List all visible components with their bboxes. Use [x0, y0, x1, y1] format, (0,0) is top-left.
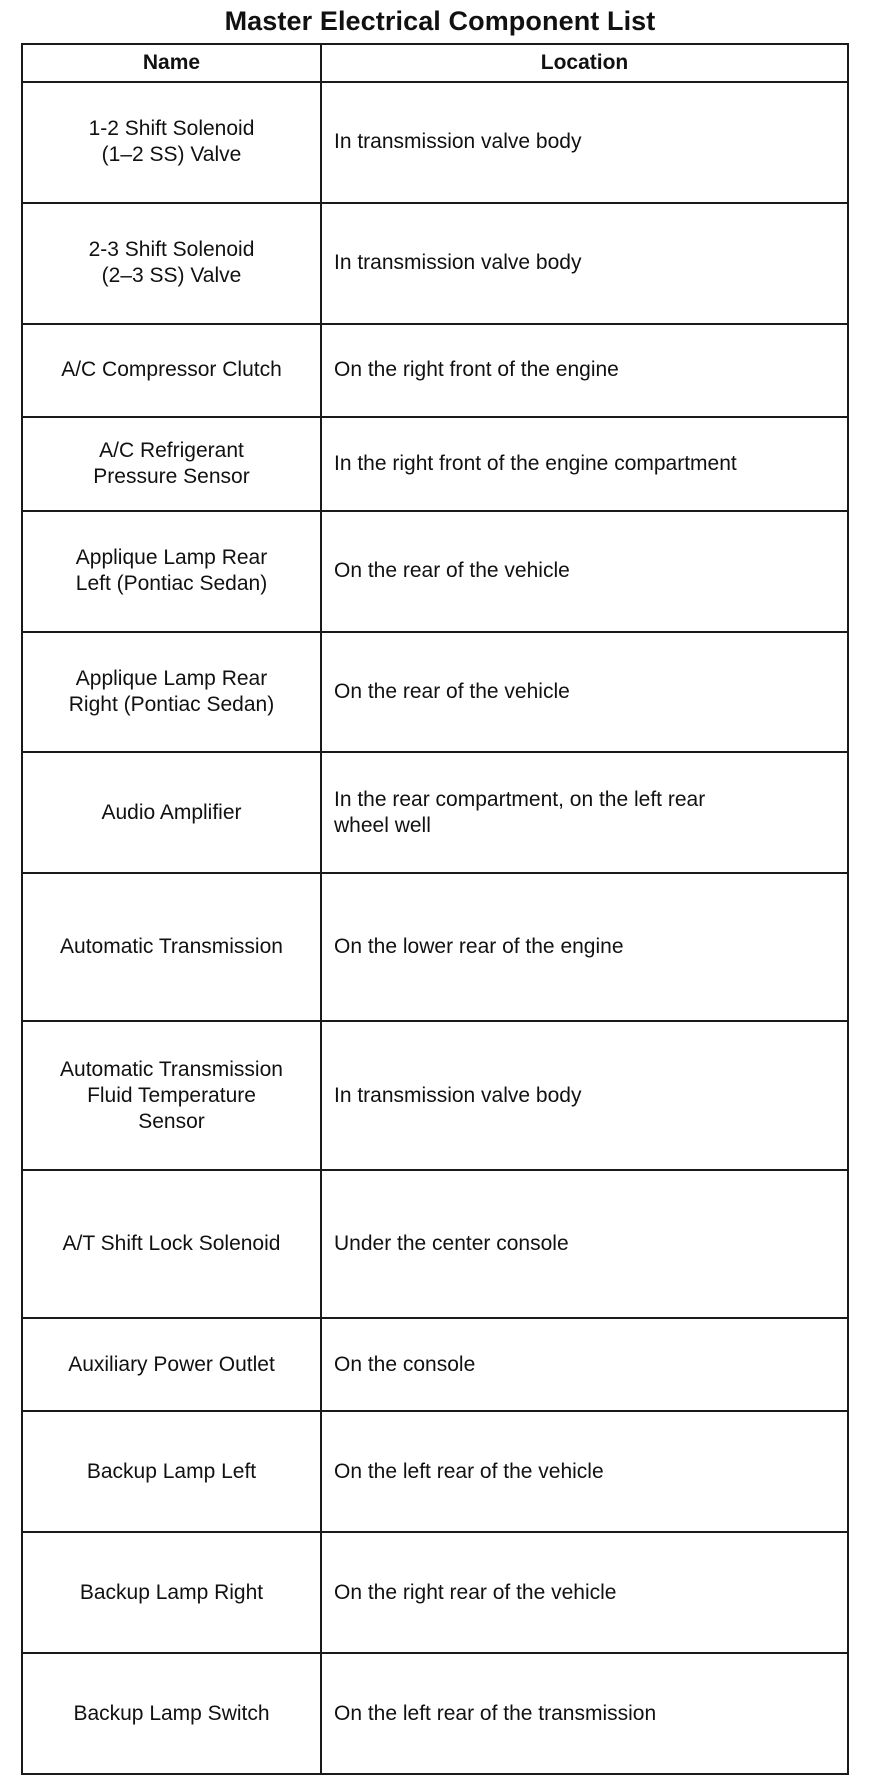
component-location-line: On the console — [334, 1352, 476, 1376]
component-location-line: On the rear of the vehicle — [334, 679, 570, 703]
component-name-line: 1-2 Shift Solenoid — [88, 117, 255, 141]
component-name-line: A/C Refrigerant — [99, 438, 244, 462]
component-name-line: Right (Pontiac Sedan) — [68, 692, 275, 716]
component-location-cell — [321, 203, 848, 324]
component-name-line: A/T Shift Lock Solenoid — [62, 1231, 281, 1255]
location-column-header: Location — [321, 44, 848, 82]
table-row — [22, 511, 848, 632]
component-location-cell — [321, 1411, 848, 1532]
component-location-cell — [321, 1318, 848, 1411]
component-name-cell — [22, 1170, 321, 1318]
page-title: Master Electrical Component List — [224, 6, 656, 36]
table-row — [22, 632, 848, 753]
header-row — [22, 44, 848, 82]
component-name-cell — [22, 632, 321, 753]
table-row — [22, 324, 848, 417]
component-location-cell — [321, 873, 848, 1021]
component-name-line: Pressure Sensor — [93, 464, 250, 488]
component-name-line: Left (Pontiac Sedan) — [75, 572, 268, 596]
component-location-line: wheel well — [334, 813, 431, 837]
component-location-cell — [321, 82, 848, 203]
table-row — [22, 1411, 848, 1532]
component-name-line: Applique Lamp Rear — [75, 666, 268, 690]
component-name-line: Applique Lamp Rear — [75, 546, 268, 570]
component-location-cell — [321, 1653, 848, 1774]
component-name-cell — [22, 203, 321, 324]
table-body — [22, 82, 848, 1774]
component-location-cell — [321, 1532, 848, 1653]
table-row — [22, 1653, 848, 1774]
component-location-line: On the right front of the engine — [334, 358, 619, 382]
component-location-line: In the rear compartment, on the left rear — [334, 787, 706, 811]
table-row — [22, 1170, 848, 1318]
component-name-cell — [22, 873, 321, 1021]
component-location-line: In transmission valve body — [334, 251, 582, 275]
component-name-cell — [22, 1021, 321, 1169]
component-name-line: (2–3 SS) Valve — [101, 264, 242, 288]
component-name-cell — [22, 752, 321, 873]
component-name-line: Backup Lamp Left — [86, 1459, 257, 1483]
component-table — [21, 43, 849, 1775]
component-name-line: Fluid Temperature — [87, 1083, 256, 1107]
component-name-line: Auxiliary Power Outlet — [68, 1352, 275, 1376]
component-location-cell — [321, 752, 848, 873]
component-name-cell — [22, 511, 321, 632]
component-name-line: Automatic Transmission — [60, 935, 283, 959]
component-name-cell — [22, 1411, 321, 1532]
component-location-line: On the right rear of the vehicle — [334, 1580, 617, 1604]
table-row — [22, 1532, 848, 1653]
table-row — [22, 417, 848, 510]
component-location-cell — [321, 1021, 848, 1169]
table-row — [22, 203, 848, 324]
component-name-cell — [22, 82, 321, 203]
component-name-cell — [22, 417, 321, 510]
component-name-cell — [22, 1653, 321, 1774]
component-name-line: Automatic Transmission — [60, 1057, 283, 1081]
component-name-line: (1–2 SS) Valve — [101, 143, 242, 167]
component-location-cell — [321, 632, 848, 753]
component-location-line: On the left rear of the transmission — [334, 1701, 657, 1725]
component-location-cell — [321, 1170, 848, 1318]
name-column-header: Name — [22, 44, 321, 82]
component-name-line: 2-3 Shift Solenoid — [88, 238, 255, 262]
component-location-line: In transmission valve body — [334, 1083, 582, 1107]
component-name-line: Audio Amplifier — [101, 800, 242, 824]
table-row — [22, 873, 848, 1021]
table-row — [22, 1318, 848, 1411]
table-row — [22, 1021, 848, 1169]
component-name-line: Backup Lamp Switch — [73, 1701, 270, 1725]
component-name-line: Sensor — [138, 1109, 205, 1133]
component-location-cell — [321, 324, 848, 417]
component-name-cell — [22, 324, 321, 417]
table-row — [22, 82, 848, 203]
component-name-line: Backup Lamp Right — [79, 1580, 264, 1604]
component-name-cell — [22, 1532, 321, 1653]
component-name-cell — [22, 1318, 321, 1411]
component-location-line: On the left rear of the vehicle — [334, 1459, 604, 1483]
component-location-line: On the rear of the vehicle — [334, 559, 570, 583]
component-location-line: In transmission valve body — [334, 130, 582, 154]
component-location-cell — [321, 511, 848, 632]
component-location-line: Under the center console — [334, 1231, 569, 1255]
component-location-line: In the right front of the engine compartment — [334, 451, 737, 475]
table-row — [22, 752, 848, 873]
component-location-cell — [321, 417, 848, 510]
component-location-line: On the lower rear of the engine — [334, 935, 624, 959]
component-name-line: A/C Compressor Clutch — [61, 358, 282, 382]
